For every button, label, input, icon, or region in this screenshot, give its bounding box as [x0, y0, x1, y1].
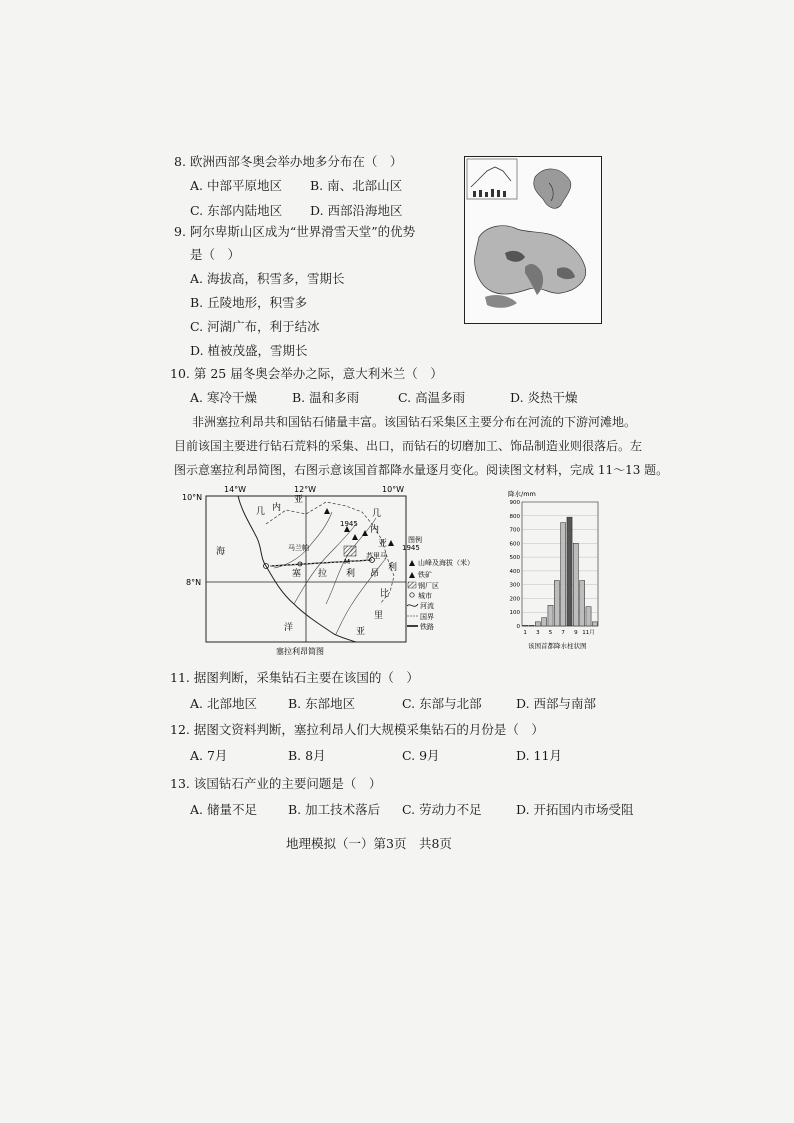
chart-y-tick-label: 300 [509, 582, 520, 589]
map-label: 洋 [284, 623, 294, 633]
map-label: 几 [256, 507, 266, 517]
q12-option-b: B. 8月 [288, 748, 326, 763]
q10-option-a: A. 寒冷干燥 [190, 390, 257, 405]
legend-steel: 钢厂区 [418, 582, 439, 590]
legend-railway: 铁路 [420, 623, 434, 631]
q10-option-c: C. 高温多雨 [398, 390, 466, 405]
map-label: 利 [346, 569, 356, 579]
precipitation-chart [504, 488, 614, 652]
legend-title: 图例 [408, 536, 422, 544]
chart-y-tick-label: 800 [509, 513, 520, 520]
chart-bar-2 [529, 625, 534, 626]
q12-option-a: A. 7月 [190, 748, 228, 763]
chart-x-tick-label: 7 [561, 630, 565, 636]
map-label: 亚 [378, 539, 388, 549]
precipitation-chart-svg [504, 488, 614, 652]
chart-y-tick-label: 400 [509, 568, 520, 575]
q9-option-a: A. 海拔高，积雪多，雪期长 [190, 271, 345, 286]
lon-10w-label: 10°W [382, 485, 405, 494]
q8-option-c: C. 东部内陆地区 [190, 203, 283, 218]
q13-option-a: A. 储量不足 [190, 802, 257, 817]
chart-bar-8 [567, 517, 572, 626]
chart-x-tick-label: 1 [523, 630, 527, 636]
chart-x-tick-label: 9 [574, 630, 578, 636]
europe-map-graphic [465, 157, 601, 323]
chart-bar-9 [573, 543, 578, 626]
chart-bar-10 [580, 581, 585, 626]
sierra-leone-map [176, 484, 476, 656]
lat-10n-label: 10°N [182, 493, 203, 502]
map-label: 海 [216, 547, 226, 557]
chart-y-tick-label: 900 [509, 500, 520, 506]
map-label: 昂 [370, 569, 380, 579]
map-label: 塞 [292, 569, 302, 579]
passage-line-2: 目前该国主要进行钻石荒料的采集、出口，而钻石的切磨加工、饰品制造业则很落后。左 [174, 439, 643, 453]
chart-x-tick-label: 3 [536, 630, 540, 636]
q9-option-b: B. 丘陵地形，积雪多 [190, 295, 308, 310]
map-label: 马兰帕 [288, 544, 309, 552]
chart-x-tick-label: 11月 [582, 630, 595, 636]
europe-map-figure [464, 156, 602, 324]
chart-y-tick-label: 600 [509, 541, 520, 548]
q13-option-d: D. 开拓国内市场受阻 [516, 802, 634, 817]
legend-iron: 铁矿 [418, 571, 432, 579]
legend-river: 河流 [420, 602, 434, 610]
legend-peak: 山峰及海拔（米） [418, 559, 474, 567]
q8-option-b: B. 南、北部山区 [310, 178, 403, 193]
q13-option-c: C. 劳动力不足 [402, 802, 482, 817]
chart-bar-1 [523, 625, 528, 626]
q12-option-d: D. 11月 [516, 748, 562, 763]
passage-line-3: 图示意塞拉利昂简图，右图示意该国首都降水量逐月变化。阅读图文材料，完成 11～13 题。 [174, 463, 669, 477]
map-label: 比 [380, 589, 390, 599]
chart-y-tick-label: 100 [509, 610, 520, 617]
map-label: 几 [372, 509, 382, 519]
lon-14w-label: 14°W [224, 485, 247, 494]
q13-stem: 13. 该国钻石产业的主要问题是（ ） [170, 776, 382, 791]
passage-line-1: 非洲塞拉利昂共和国钻石储量丰富。该国钻石采集区主要分布在河流的下游河滩地。 [192, 415, 637, 429]
legend-border: 国界 [420, 613, 434, 621]
chart-bar-11 [586, 607, 591, 626]
chart-bar-7 [561, 523, 566, 626]
sierra-leone-map-svg [176, 484, 476, 656]
chart-title: 该国首都降水柱状图 [528, 642, 587, 650]
q10-option-d: D. 炎热干燥 [510, 390, 578, 405]
lon-12w-label: 12°W [294, 485, 317, 494]
lat-8n-label: 8°N [186, 578, 202, 587]
map-label: 亚 [356, 627, 366, 637]
page-footer: 地理模拟（一）第3页 共8页 [286, 836, 452, 851]
chart-y-tick-label: 0 [516, 624, 520, 630]
q11-option-a: A. 北部地区 [190, 696, 257, 711]
map-label: 利 [388, 563, 398, 573]
chart-bar-4 [542, 618, 547, 626]
chart-x-tick-label: 5 [548, 630, 553, 636]
chart-bar-6 [554, 581, 559, 626]
map-label: 苏里马 [366, 552, 387, 560]
q8-option-a: A. 中部平原地区 [190, 178, 282, 193]
chart-y-tick-label: 200 [509, 596, 520, 603]
q11-stem: 11. 据图判断，采集钻石主要在该国的（ ） [170, 670, 419, 685]
legend-city: 城市 [418, 592, 432, 600]
map-label: 内 [272, 503, 282, 513]
map-caption: 塞拉利昂简图 [276, 647, 324, 656]
chart-y-tick-label: 500 [509, 555, 520, 562]
map-label: 1945 [340, 520, 358, 528]
q8-stem: 8. 欧洲西部冬奥会举办地多分布在（ ） [174, 154, 403, 169]
q9-option-d: D. 植被茂盛，雪期长 [190, 343, 308, 358]
q9-stem: 9. 阿尔卑斯山区成为“世界滑雪天堂”的优势 [174, 224, 416, 239]
chart-bar-5 [548, 605, 553, 626]
q10-option-b: B. 温和多雨 [292, 390, 360, 405]
q12-option-c: C. 9月 [402, 748, 440, 763]
q13-option-b: B. 加工技术落后 [288, 802, 381, 817]
q8-option-d: D. 西部沿海地区 [310, 203, 403, 218]
q11-option-b: B. 东部地区 [288, 696, 356, 711]
chart-bar-12 [592, 622, 597, 626]
map-label: 拉 [318, 569, 328, 579]
q11-option-d: D. 西部与南部 [516, 696, 597, 711]
q12-stem: 12. 据图文资料判断，塞拉利昂人们大规模采集钻石的月份是（ ） [170, 722, 544, 737]
chart-ylabel: 降水/mm [508, 490, 536, 498]
chart-y-tick-label: 700 [509, 527, 520, 534]
q11-option-c: C. 东部与北部 [402, 696, 482, 711]
map-label: 1945 [402, 544, 420, 552]
map-label: M [344, 558, 351, 566]
map-label: 内 [370, 525, 380, 535]
q10-stem: 10. 第 25 届冬奥会举办之际，意大利米兰（ ） [170, 366, 443, 381]
chart-bar-3 [535, 622, 540, 626]
map-label: 里 [374, 611, 384, 621]
q9-stem-cont: 是（ ） [190, 247, 241, 262]
q9-option-c: C. 河湖广布，利于结冰 [190, 319, 320, 334]
map-label: 亚 [294, 495, 304, 505]
